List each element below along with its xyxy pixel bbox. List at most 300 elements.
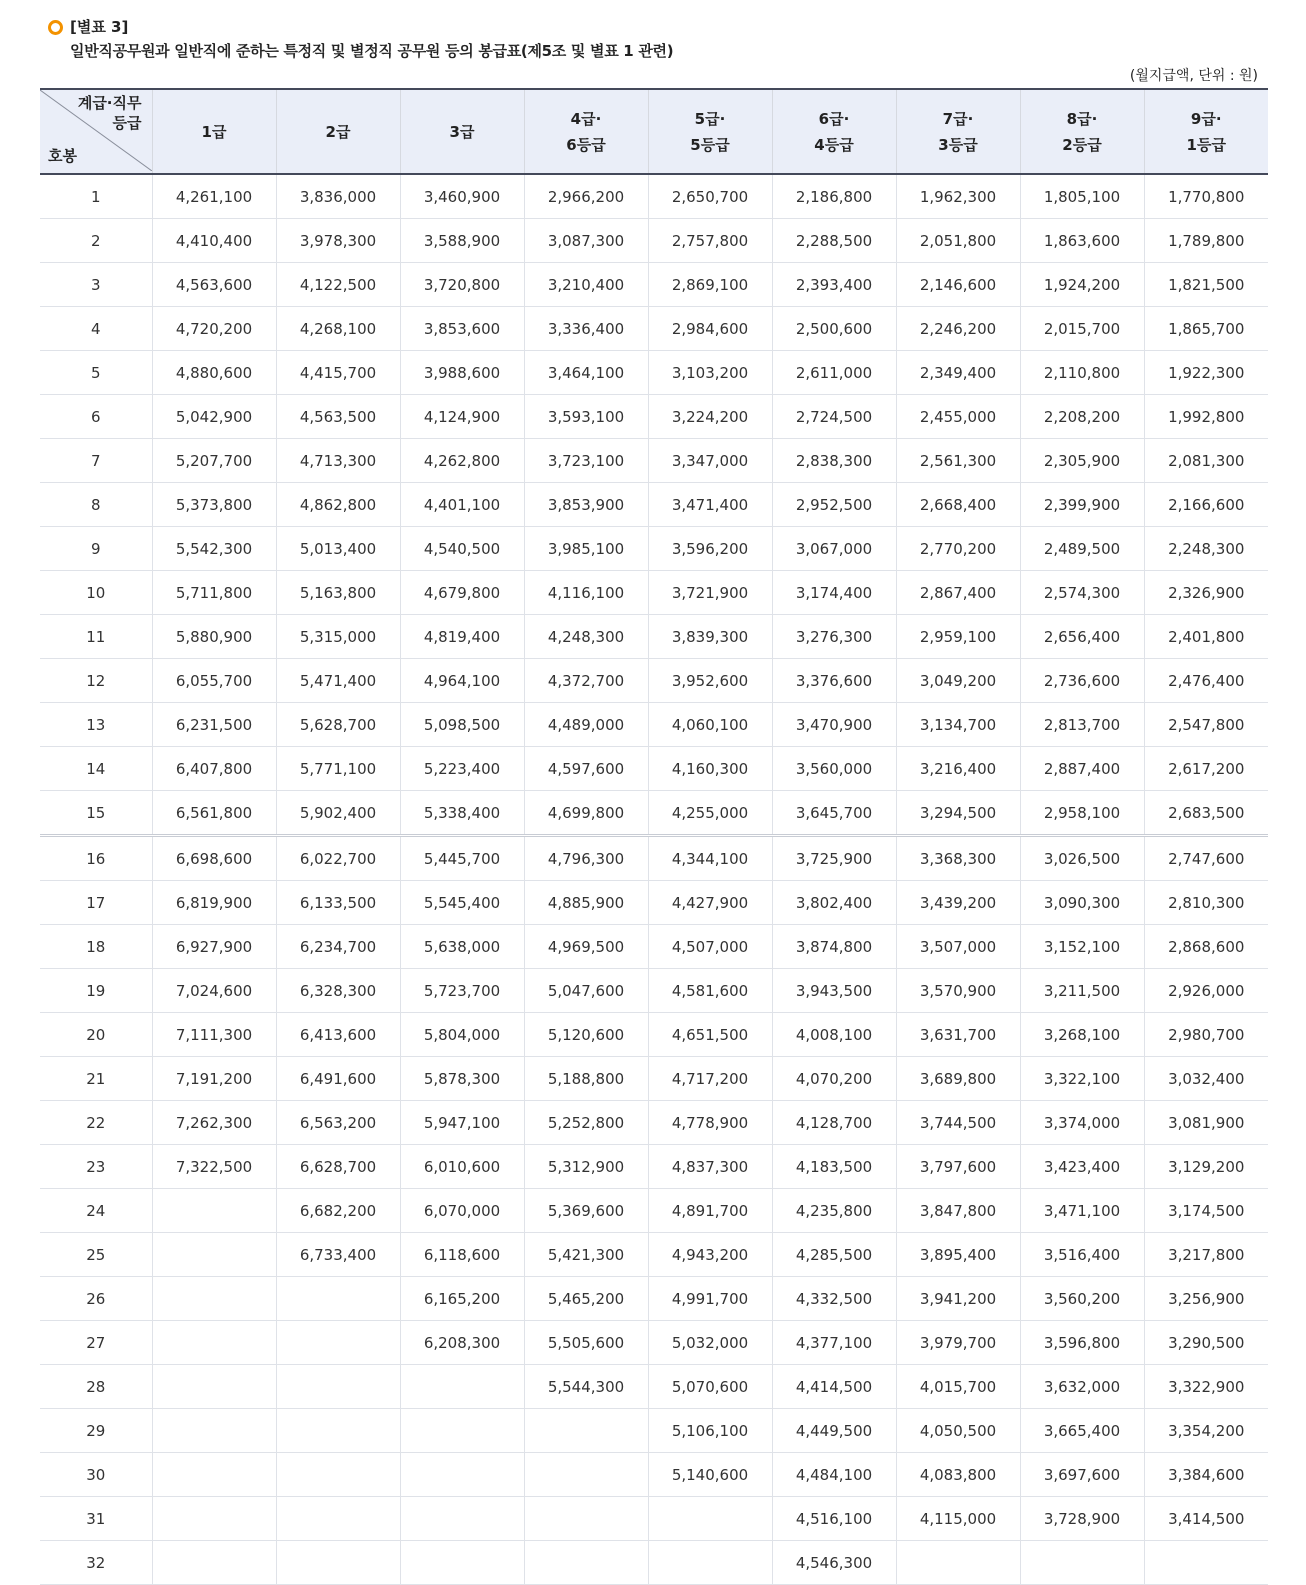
corner-header-cell [40, 89, 152, 174]
step-number-cell: 24 [40, 1189, 152, 1233]
salary-cell: 3,368,300 [896, 836, 1020, 881]
salary-cell: 4,819,400 [400, 615, 524, 659]
salary-cell: 2,838,300 [772, 439, 896, 483]
salary-cell: 3,081,900 [1144, 1101, 1268, 1145]
salary-cell: 3,103,200 [648, 351, 772, 395]
salary-cell: 4,128,700 [772, 1101, 896, 1145]
step-number-cell: 13 [40, 703, 152, 747]
salary-cell: 5,188,800 [524, 1057, 648, 1101]
salary-cell: 7,024,600 [152, 969, 276, 1013]
salary-cell: 3,744,500 [896, 1101, 1020, 1145]
table-row [40, 969, 1268, 1013]
salary-cell [276, 1277, 400, 1321]
column-header [524, 89, 648, 174]
salary-cell: 2,668,400 [896, 483, 1020, 527]
salary-cell: 6,628,700 [276, 1145, 400, 1189]
salary-cell: 2,868,600 [1144, 925, 1268, 969]
salary-cell [1144, 1541, 1268, 1585]
salary-cell: 2,166,600 [1144, 483, 1268, 527]
step-number-cell: 32 [40, 1541, 152, 1585]
step-number-cell: 31 [40, 1497, 152, 1541]
salary-cell: 4,235,800 [772, 1189, 896, 1233]
salary-cell: 5,252,800 [524, 1101, 648, 1145]
salary-cell [400, 1409, 524, 1453]
salary-cell: 4,597,600 [524, 747, 648, 791]
table-row [40, 263, 1268, 307]
salary-cell: 2,015,700 [1020, 307, 1144, 351]
table-row [40, 1409, 1268, 1453]
step-number-cell: 30 [40, 1453, 152, 1497]
column-header-grade: 3급 [449, 122, 475, 141]
salary-cell: 6,328,300 [276, 969, 400, 1013]
salary-cell: 3,941,200 [896, 1277, 1020, 1321]
salary-cell: 6,682,200 [276, 1189, 400, 1233]
salary-cell: 5,471,400 [276, 659, 400, 703]
salary-cell: 3,049,200 [896, 659, 1020, 703]
column-header-grade: 5급· [694, 109, 726, 128]
salary-cell [276, 1453, 400, 1497]
salary-cell: 5,711,800 [152, 571, 276, 615]
salary-cell: 5,207,700 [152, 439, 276, 483]
salary-cell: 5,723,700 [400, 969, 524, 1013]
salary-cell: 2,736,600 [1020, 659, 1144, 703]
salary-cell: 3,090,300 [1020, 881, 1144, 925]
salary-cell: 2,683,500 [1144, 791, 1268, 836]
salary-cell: 3,836,000 [276, 174, 400, 219]
corner-step-label: 호봉 [48, 147, 77, 165]
column-header-level: 5등급 [690, 135, 730, 154]
table-row [40, 703, 1268, 747]
salary-cell: 3,596,800 [1020, 1321, 1144, 1365]
salary-cell: 6,055,700 [152, 659, 276, 703]
table-row [40, 1145, 1268, 1189]
table-row [40, 615, 1268, 659]
salary-cell: 5,628,700 [276, 703, 400, 747]
salary-cell: 5,545,400 [400, 881, 524, 925]
table-row [40, 395, 1268, 439]
salary-cell: 3,470,900 [772, 703, 896, 747]
salary-cell: 2,611,000 [772, 351, 896, 395]
salary-cell: 4,713,300 [276, 439, 400, 483]
salary-cell: 3,129,200 [1144, 1145, 1268, 1189]
salary-cell [152, 1189, 276, 1233]
salary-cell: 2,869,100 [648, 263, 772, 307]
salary-cell: 3,979,700 [896, 1321, 1020, 1365]
salary-cell: 3,460,900 [400, 174, 524, 219]
salary-cell: 1,992,800 [1144, 395, 1268, 439]
salary-cell: 3,217,800 [1144, 1233, 1268, 1277]
salary-cell: 2,455,000 [896, 395, 1020, 439]
salary-cell: 4,410,400 [152, 219, 276, 263]
salary-cell: 4,546,300 [772, 1541, 896, 1585]
salary-cell: 6,231,500 [152, 703, 276, 747]
column-header [152, 89, 276, 174]
salary-cell: 5,163,800 [276, 571, 400, 615]
salary-cell: 2,561,300 [896, 439, 1020, 483]
salary-cell: 4,796,300 [524, 836, 648, 881]
unit-note: (월지급액, 단위 : 원) [1129, 68, 1258, 84]
salary-cell: 2,305,900 [1020, 439, 1144, 483]
salary-cell: 5,638,000 [400, 925, 524, 969]
salary-cell: 3,414,500 [1144, 1497, 1268, 1541]
salary-cell: 3,847,800 [896, 1189, 1020, 1233]
table-row [40, 1277, 1268, 1321]
salary-cell: 4,050,500 [896, 1409, 1020, 1453]
column-header-level: 4등급 [814, 135, 854, 154]
salary-cell: 4,261,100 [152, 174, 276, 219]
salary-cell: 3,721,900 [648, 571, 772, 615]
salary-cell: 4,581,600 [648, 969, 772, 1013]
salary-cell [524, 1497, 648, 1541]
salary-cell: 4,943,200 [648, 1233, 772, 1277]
corner-top-sub-label: 등급 [112, 114, 142, 132]
salary-cell: 4,484,100 [772, 1453, 896, 1497]
salary-cell: 4,516,100 [772, 1497, 896, 1541]
salary-cell: 2,248,300 [1144, 527, 1268, 571]
step-number-cell: 22 [40, 1101, 152, 1145]
salary-cell: 5,312,900 [524, 1145, 648, 1189]
salary-cell: 3,174,400 [772, 571, 896, 615]
salary-cell: 3,988,600 [400, 351, 524, 395]
step-number-cell: 7 [40, 439, 152, 483]
salary-cell: 5,013,400 [276, 527, 400, 571]
table-row [40, 1365, 1268, 1409]
corner-top-label: 계급·직무 [77, 94, 142, 112]
salary-cell: 4,969,500 [524, 925, 648, 969]
salary-cell: 3,174,500 [1144, 1189, 1268, 1233]
salary-cell: 3,728,900 [1020, 1497, 1144, 1541]
salary-cell: 2,489,500 [1020, 527, 1144, 571]
salary-cell: 5,223,400 [400, 747, 524, 791]
salary-cell: 2,724,500 [772, 395, 896, 439]
salary-cell [524, 1453, 648, 1497]
salary-cell: 4,837,300 [648, 1145, 772, 1189]
table-row [40, 483, 1268, 527]
salary-cell: 3,216,400 [896, 747, 1020, 791]
salary-cell: 2,349,400 [896, 351, 1020, 395]
table-row [40, 1233, 1268, 1277]
salary-cell: 2,980,700 [1144, 1013, 1268, 1057]
salary-cell [152, 1453, 276, 1497]
salary-cell: 4,563,500 [276, 395, 400, 439]
salary-cell: 3,874,800 [772, 925, 896, 969]
salary-cell: 6,563,200 [276, 1101, 400, 1145]
salary-cell: 5,042,900 [152, 395, 276, 439]
salary-cell: 4,015,700 [896, 1365, 1020, 1409]
salary-cell: 3,268,100 [1020, 1013, 1144, 1057]
salary-cell: 3,723,100 [524, 439, 648, 483]
salary-cell: 2,656,400 [1020, 615, 1144, 659]
step-number-cell: 28 [40, 1365, 152, 1409]
salary-cell: 6,698,600 [152, 836, 276, 881]
column-header-grade: 9급· [1190, 109, 1222, 128]
salary-cell [400, 1541, 524, 1585]
salary-cell: 3,256,900 [1144, 1277, 1268, 1321]
salary-cell: 3,978,300 [276, 219, 400, 263]
step-number-cell: 25 [40, 1233, 152, 1277]
salary-cell [524, 1541, 648, 1585]
salary-cell: 3,211,500 [1020, 969, 1144, 1013]
step-number-cell: 26 [40, 1277, 152, 1321]
salary-cell: 6,733,400 [276, 1233, 400, 1277]
salary-cell: 1,805,100 [1020, 174, 1144, 219]
table-title: 일반직공무원과 일반직에 준하는 특정직 및 별정직 공무원 등의 봉급표(제5조 및 별표 1 관련) [70, 42, 674, 60]
step-number-cell: 2 [40, 219, 152, 263]
salary-cell: 1,962,300 [896, 174, 1020, 219]
salary-cell: 3,032,400 [1144, 1057, 1268, 1101]
salary-cell [152, 1233, 276, 1277]
salary-cell: 5,505,600 [524, 1321, 648, 1365]
salary-cell: 3,336,400 [524, 307, 648, 351]
column-header [772, 89, 896, 174]
salary-cell: 4,083,800 [896, 1453, 1020, 1497]
salary-cell: 4,991,700 [648, 1277, 772, 1321]
table-body [40, 174, 1268, 1585]
salary-cell [648, 1497, 772, 1541]
salary-cell [276, 1409, 400, 1453]
salary-cell: 7,262,300 [152, 1101, 276, 1145]
salary-cell: 7,322,500 [152, 1145, 276, 1189]
salary-cell: 5,315,000 [276, 615, 400, 659]
salary-cell: 3,853,900 [524, 483, 648, 527]
salary-cell [276, 1541, 400, 1585]
salary-cell: 6,561,800 [152, 791, 276, 836]
step-number-cell: 5 [40, 351, 152, 395]
salary-cell [276, 1321, 400, 1365]
step-number-cell: 16 [40, 836, 152, 881]
column-header [1144, 89, 1268, 174]
salary-cell: 3,631,700 [896, 1013, 1020, 1057]
salary-cell [1020, 1541, 1144, 1585]
salary-cell: 6,927,900 [152, 925, 276, 969]
salary-cell: 3,224,200 [648, 395, 772, 439]
salary-cell: 6,407,800 [152, 747, 276, 791]
salary-cell: 7,111,300 [152, 1013, 276, 1057]
salary-cell: 5,032,000 [648, 1321, 772, 1365]
column-header-grade: 2급 [325, 122, 351, 141]
salary-cell: 4,563,600 [152, 263, 276, 307]
salary-cell: 1,770,800 [1144, 174, 1268, 219]
column-header-grade: 6급· [818, 109, 850, 128]
salary-cell: 2,500,600 [772, 307, 896, 351]
salary-cell: 4,122,500 [276, 263, 400, 307]
salary-cell: 4,778,900 [648, 1101, 772, 1145]
salary-cell: 1,922,300 [1144, 351, 1268, 395]
salary-cell: 5,369,600 [524, 1189, 648, 1233]
salary-cell: 2,246,200 [896, 307, 1020, 351]
salary-cell: 4,401,100 [400, 483, 524, 527]
salary-cell: 4,332,500 [772, 1277, 896, 1321]
table-row [40, 836, 1268, 881]
salary-cell: 4,255,000 [648, 791, 772, 836]
column-header-level: 3등급 [938, 135, 978, 154]
salary-cell: 4,372,700 [524, 659, 648, 703]
salary-cell: 3,560,200 [1020, 1277, 1144, 1321]
salary-cell: 4,717,200 [648, 1057, 772, 1101]
salary-cell: 3,632,000 [1020, 1365, 1144, 1409]
column-header-level: 2등급 [1062, 135, 1102, 154]
salary-cell: 3,665,400 [1020, 1409, 1144, 1453]
salary-cell: 5,047,600 [524, 969, 648, 1013]
salary-cell: 2,399,900 [1020, 483, 1144, 527]
salary-cell: 5,098,500 [400, 703, 524, 747]
salary-cell [276, 1365, 400, 1409]
step-number-cell: 4 [40, 307, 152, 351]
step-number-cell: 12 [40, 659, 152, 703]
salary-cell: 6,491,600 [276, 1057, 400, 1101]
salary-cell: 2,186,800 [772, 174, 896, 219]
salary-cell: 2,966,200 [524, 174, 648, 219]
table-row [40, 1321, 1268, 1365]
salary-cell: 3,134,700 [896, 703, 1020, 747]
salary-cell: 1,821,500 [1144, 263, 1268, 307]
salary-cell [896, 1541, 1020, 1585]
salary-cell: 3,689,800 [896, 1057, 1020, 1101]
salary-cell: 4,344,100 [648, 836, 772, 881]
column-header [896, 89, 1020, 174]
salary-cell: 5,140,600 [648, 1453, 772, 1497]
table-row [40, 439, 1268, 483]
step-number-cell: 15 [40, 791, 152, 836]
column-header [1020, 89, 1144, 174]
salary-cell [152, 1409, 276, 1453]
salary-cell: 2,574,300 [1020, 571, 1144, 615]
table-row [40, 1453, 1268, 1497]
salary-cell: 2,650,700 [648, 174, 772, 219]
table-row [40, 1541, 1268, 1585]
salary-cell: 1,865,700 [1144, 307, 1268, 351]
salary-cell: 2,757,800 [648, 219, 772, 263]
salary-cell: 5,421,300 [524, 1233, 648, 1277]
column-header [276, 89, 400, 174]
salary-cell: 2,617,200 [1144, 747, 1268, 791]
salary-cell: 2,747,600 [1144, 836, 1268, 881]
salary-cell: 3,464,100 [524, 351, 648, 395]
salary-cell: 6,819,900 [152, 881, 276, 925]
salary-cell: 4,116,100 [524, 571, 648, 615]
salary-cell: 3,376,600 [772, 659, 896, 703]
salary-cell: 5,804,000 [400, 1013, 524, 1057]
table-row [40, 351, 1268, 395]
table-row [40, 571, 1268, 615]
column-header-level: 1등급 [1186, 135, 1226, 154]
salary-cell: 4,124,900 [400, 395, 524, 439]
salary-cell: 4,885,900 [524, 881, 648, 925]
table-row [40, 747, 1268, 791]
salary-cell: 3,596,200 [648, 527, 772, 571]
salary-cell: 3,471,400 [648, 483, 772, 527]
salary-cell: 2,547,800 [1144, 703, 1268, 747]
salary-cell: 3,720,800 [400, 263, 524, 307]
salary-cell: 2,887,400 [1020, 747, 1144, 791]
salary-cell: 5,542,300 [152, 527, 276, 571]
salary-cell: 3,802,400 [772, 881, 896, 925]
column-header-grade: 1급 [201, 122, 227, 141]
salary-cell: 3,839,300 [648, 615, 772, 659]
salary-cell: 2,401,800 [1144, 615, 1268, 659]
salary-cell: 4,679,800 [400, 571, 524, 615]
salary-cell: 1,924,200 [1020, 263, 1144, 307]
salary-cell: 3,560,000 [772, 747, 896, 791]
step-number-cell: 14 [40, 747, 152, 791]
salary-cell: 5,947,100 [400, 1101, 524, 1145]
salary-cell: 3,516,400 [1020, 1233, 1144, 1277]
salary-cell: 3,423,400 [1020, 1145, 1144, 1189]
salary-cell: 1,789,800 [1144, 219, 1268, 263]
salary-cell: 5,465,200 [524, 1277, 648, 1321]
salary-cell: 3,026,500 [1020, 836, 1144, 881]
salary-cell: 6,234,700 [276, 925, 400, 969]
salary-cell: 4,891,700 [648, 1189, 772, 1233]
salary-cell: 3,276,300 [772, 615, 896, 659]
step-number-cell: 8 [40, 483, 152, 527]
salary-cell: 3,087,300 [524, 219, 648, 263]
salary-cell: 4,060,100 [648, 703, 772, 747]
table-row [40, 307, 1268, 351]
table-row [40, 174, 1268, 219]
step-number-cell: 1 [40, 174, 152, 219]
column-header-grade: 8급· [1066, 109, 1098, 128]
salary-cell: 4,427,900 [648, 881, 772, 925]
column-header-level: 6등급 [566, 135, 606, 154]
salary-cell: 3,354,200 [1144, 1409, 1268, 1453]
salary-cell: 3,943,500 [772, 969, 896, 1013]
column-header [400, 89, 524, 174]
salary-cell: 6,413,600 [276, 1013, 400, 1057]
table-row [40, 925, 1268, 969]
salary-cell: 3,322,900 [1144, 1365, 1268, 1409]
table-row [40, 1189, 1268, 1233]
salary-cell [152, 1365, 276, 1409]
step-number-cell: 6 [40, 395, 152, 439]
salary-cell: 2,146,600 [896, 263, 1020, 307]
table-row [40, 659, 1268, 703]
salary-cell: 4,183,500 [772, 1145, 896, 1189]
salary-cell: 4,489,000 [524, 703, 648, 747]
salary-cell: 3,588,900 [400, 219, 524, 263]
salary-cell: 3,322,100 [1020, 1057, 1144, 1101]
step-number-cell: 9 [40, 527, 152, 571]
table-row [40, 527, 1268, 571]
salary-cell: 6,070,000 [400, 1189, 524, 1233]
salary-cell: 4,262,800 [400, 439, 524, 483]
salary-cell: 6,022,700 [276, 836, 400, 881]
salary-cell: 3,384,600 [1144, 1453, 1268, 1497]
column-header-grade: 4급· [570, 109, 602, 128]
salary-cell: 3,067,000 [772, 527, 896, 571]
table-row [40, 1013, 1268, 1057]
salary-cell: 5,106,100 [648, 1409, 772, 1453]
salary-cell: 5,120,600 [524, 1013, 648, 1057]
salary-cell: 2,926,000 [1144, 969, 1268, 1013]
salary-cell: 3,725,900 [772, 836, 896, 881]
table-row [40, 791, 1268, 836]
salary-cell: 4,507,000 [648, 925, 772, 969]
salary-cell: 3,952,600 [648, 659, 772, 703]
salary-cell: 5,878,300 [400, 1057, 524, 1101]
step-number-cell: 20 [40, 1013, 152, 1057]
table-row [40, 1057, 1268, 1101]
salary-cell: 3,507,000 [896, 925, 1020, 969]
salary-cell: 3,797,600 [896, 1145, 1020, 1189]
salary-cell: 2,813,700 [1020, 703, 1144, 747]
salary-cell [152, 1541, 276, 1585]
salary-cell: 2,393,400 [772, 263, 896, 307]
step-number-cell: 17 [40, 881, 152, 925]
salary-table [40, 88, 1268, 1585]
salary-cell: 3,895,400 [896, 1233, 1020, 1277]
step-number-cell: 19 [40, 969, 152, 1013]
